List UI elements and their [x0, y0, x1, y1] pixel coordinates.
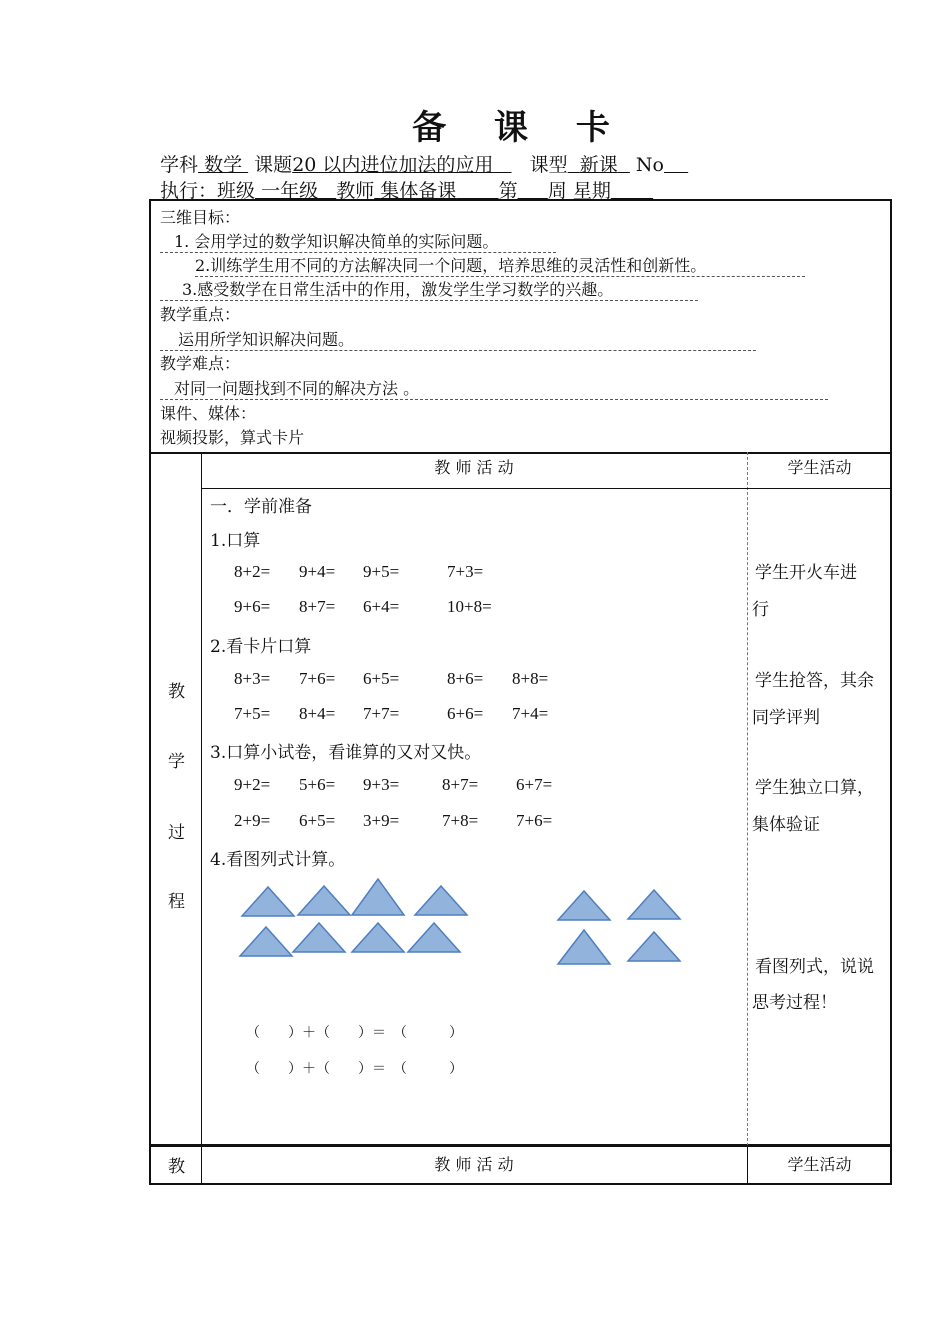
side-char-1: 教: [168, 682, 185, 702]
s1-r1c4: 7+3=: [447, 562, 484, 581]
header-line-1: [160, 150, 688, 177]
no-label: No: [635, 154, 664, 176]
objective-3: 3.感受数学在日常生活中的作用，激发学生学习数学的兴趣。: [160, 277, 698, 301]
difficulty-label: 教学难点：: [160, 354, 241, 373]
weekday-label: 周 星期: [547, 180, 611, 202]
triangle-8: [408, 923, 460, 952]
s2-r1c1: 8+3=: [234, 669, 271, 688]
s1-r1c2: 9+4=: [299, 562, 336, 581]
s2-r2c4: 6+6=: [447, 704, 484, 723]
triangle-group: [240, 879, 680, 964]
s2-r2c3: 7+7=: [363, 704, 400, 723]
triangle-10: [628, 890, 680, 919]
s4-title: 4.看图列式计算。: [210, 850, 346, 870]
page-title: 备 课 卡: [412, 108, 628, 148]
s3-r2c5: 7+6=: [516, 811, 553, 830]
s3-title: 3.口算小试卷，看谁算的又对又快。: [210, 743, 482, 763]
student-note-1b: 行: [752, 600, 769, 620]
triangles-figure: [230, 872, 700, 972]
topic-label: 课题: [254, 154, 293, 176]
s2-title: 2.看卡片口算: [210, 637, 312, 657]
triangle-12: [628, 932, 680, 961]
s2-r2c2: 8+4=: [299, 704, 336, 723]
s3-r2c2: 6+5=: [299, 811, 336, 830]
triangle-4: [415, 886, 467, 915]
difficulty-text: 对同一问题找到不同的解决方法 。: [160, 376, 828, 400]
student-note-2b: 同学评判: [752, 708, 820, 728]
student-note-3b: 集体验证: [752, 815, 820, 835]
key-point-label: 教学重点：: [160, 305, 241, 324]
s3-r1c3: 9+3=: [363, 775, 400, 794]
footer-teacher-header: 教 师 活 动: [434, 1155, 514, 1174]
s1-r1c3: 9+5=: [363, 562, 400, 581]
s3-r1c1: 9+2=: [234, 775, 271, 794]
s3-r1c5: 6+7=: [516, 775, 553, 794]
footer-student-header: 学生活动: [787, 1155, 852, 1174]
key-point-text: 运用所学知识解决问题。: [160, 327, 756, 351]
s3-r2c3: 3+9=: [363, 811, 400, 830]
student-activity-header: 学生活动: [787, 458, 852, 477]
objective-2: 2.训练学生用不同的方法解决同一个问题，培养思维的灵活性和创新性。: [195, 253, 805, 277]
media-text: 视频投影，算式卡片: [160, 428, 305, 447]
s1-r1c1: 8+2=: [234, 562, 271, 581]
blank-equation-2: （ ）＋（ ）＝ （ ）: [246, 1061, 463, 1077]
s1-r2c3: 6+4=: [363, 597, 400, 616]
topic-value: 20 以内进位加法的应用: [292, 154, 494, 176]
side-char-2: 学: [168, 752, 185, 772]
teacher-label: 教师: [336, 180, 375, 202]
triangle-9: [558, 891, 610, 920]
s1-r2c1: 9+6=: [234, 597, 271, 616]
s3-r1c4: 8+7=: [442, 775, 479, 794]
subject-value: 数学: [204, 154, 243, 176]
subject-label: 学科: [160, 154, 199, 176]
s2-r2c5: 7+4=: [512, 704, 549, 723]
s2-r1c3: 6+5=: [363, 669, 400, 688]
s2-r1c5: 8+8=: [512, 669, 549, 688]
student-note-4a: 看图列式，说说: [755, 957, 874, 977]
s2-r1c4: 8+6=: [447, 669, 484, 688]
student-note-4b: 思考过程！: [752, 993, 837, 1013]
teacher-activity-header: 教 师 活 动: [434, 458, 514, 477]
s3-r2c4: 7+8=: [442, 811, 479, 830]
footer-side-char: 教: [168, 1157, 185, 1177]
student-note-2a: 学生抢答，其余: [755, 671, 874, 691]
s3-r2c1: 2+9=: [234, 811, 271, 830]
s2-r2c1: 7+5=: [234, 704, 271, 723]
student-note-1a: 学生开火车进: [755, 563, 857, 583]
s1-title: 1.口算: [210, 531, 261, 551]
type-value: 新课: [579, 154, 618, 176]
media-label: 课件、媒体：: [160, 404, 257, 423]
triangle-3: [352, 879, 404, 915]
s3-r1c2: 5+6=: [299, 775, 336, 794]
section-title: 一．学前准备: [210, 497, 312, 517]
objective-1: 1. 会用学过的数学知识解决简单的实际问题。: [160, 229, 556, 253]
triangle-11: [558, 930, 610, 964]
class-value: 一年级: [261, 180, 319, 202]
student-note-3a: 学生独立口算，: [755, 778, 874, 798]
triangle-1: [242, 887, 294, 916]
triangle-5: [240, 927, 292, 956]
side-char-3: 过: [168, 823, 185, 843]
triangle-6: [293, 923, 345, 952]
no-value: [664, 154, 688, 176]
teacher-value: 集体备课: [380, 180, 457, 202]
objectives-label: 三维目标：: [160, 208, 241, 227]
triangle-2: [298, 886, 350, 915]
side-char-4: 程: [168, 892, 185, 912]
s1-r2c4: 10+8=: [447, 597, 492, 616]
blank-equation-1: （ ）＋（ ）＝ （ ）: [246, 1025, 463, 1041]
triangle-7: [352, 923, 404, 952]
s1-r2c2: 8+7=: [299, 597, 336, 616]
exec-label: 执行：班级: [160, 180, 256, 202]
type-label: 课型: [529, 154, 568, 176]
week-label: 第: [498, 180, 518, 202]
s2-r1c2: 7+6=: [299, 669, 336, 688]
